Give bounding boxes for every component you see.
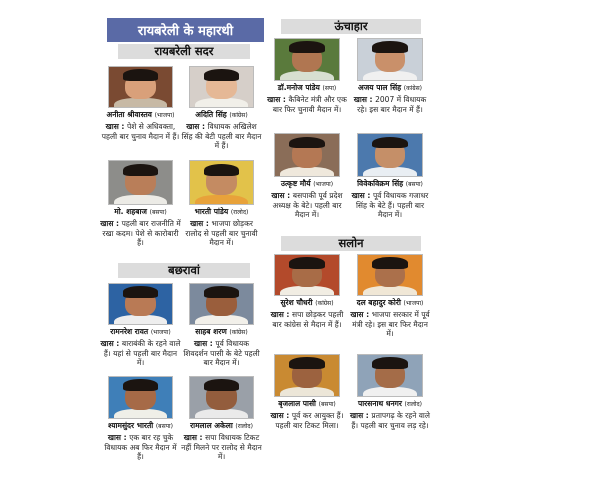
khas-label: खास : <box>353 95 376 104</box>
candidate-description-text: बसपाकी पूर्व प्रदेश अध्यक्ष के बेटे। पहली बार मैदान में। <box>272 191 343 219</box>
candidate-description-text: पूर्व कर आयुक्त हैं। पहली बार टिकट मिला। <box>275 411 344 430</box>
candidate-description <box>100 433 181 462</box>
khas-label: खास : <box>190 219 212 228</box>
section-salon: सलोन <box>281 236 421 251</box>
candidate-name <box>183 110 260 120</box>
section-bachhrawan: बछरावां <box>118 263 250 278</box>
khas-label: खास : <box>100 219 122 228</box>
candidate-party: (रालोद) <box>230 209 249 216</box>
candidate-name <box>268 399 346 409</box>
candidate-name-text: श्यामसुंदर भारती <box>108 421 156 430</box>
candidate-photo <box>189 283 254 325</box>
section-unchahar: ऊंचाहार <box>281 19 421 34</box>
candidate-photo <box>357 354 423 397</box>
khas-label: खास : <box>351 191 373 200</box>
candidate-name <box>351 399 429 409</box>
candidate-name-text: विवेकविक्रम सिंह <box>357 179 406 188</box>
khas-label: खास : <box>350 411 372 420</box>
candidate-name-text: सुरेश चौधरी <box>280 298 316 307</box>
candidate-description-text: पेशे से अधिवक्ता, पहली बार चुनाव मैदान में हैं। <box>101 122 180 141</box>
candidate-description <box>266 310 348 329</box>
candidate-description-text: सपा छोड़कर पहली बार कांग्रेस से मैदान में हैं। <box>272 310 344 329</box>
candidate-name <box>102 327 179 337</box>
candidate-description <box>100 339 181 368</box>
candidate-photo <box>108 283 173 325</box>
candidate-party: (भाजपा) <box>403 300 424 307</box>
candidate-photo <box>274 354 340 397</box>
khas-label: खास : <box>194 339 216 348</box>
khas-label: खास : <box>100 339 122 348</box>
khas-label: खास : <box>270 411 292 420</box>
khas-label: खास : <box>350 310 372 319</box>
candidate-name-text: उत्कृष्ट मौर्य <box>280 179 314 188</box>
candidate-photo <box>274 38 340 81</box>
candidate-photo <box>274 254 340 296</box>
candidate-party: (कांग्रेस) <box>229 112 248 119</box>
candidate-description-text: पहली बार राजनीति में रखा कदम। पेशे से कारोबारी हैं। <box>102 219 181 247</box>
candidate-description <box>181 339 262 368</box>
candidate-name-text: रामलाल अकेला <box>190 421 236 430</box>
candidate-name <box>268 298 346 308</box>
candidate-party: (सपा) <box>322 85 337 92</box>
candidate-party: (कांग्रेस) <box>229 329 248 336</box>
candidate-description-text: विधायक अखिलेश सिंह की बेटी पहली बार मैदान में हैं। <box>181 122 262 150</box>
candidate-photo <box>189 376 254 419</box>
khas-label: खास : <box>107 433 130 442</box>
candidate-photo <box>357 254 423 296</box>
candidate-description-text: भाजपा छोड़कर रालोद से पहली बार चुनावी मैदान में। <box>185 219 258 247</box>
candidate-photo <box>189 160 254 205</box>
candidate-name-text: दल बहादुर कोरी <box>356 298 404 307</box>
candidate-party: (भाजपा) <box>150 329 171 336</box>
candidate-party: (कांग्रेस) <box>403 85 423 92</box>
candidate-name <box>183 327 260 337</box>
candidate-photo <box>274 133 340 177</box>
candidate-party: (रालोद) <box>404 401 423 408</box>
candidate-party: (बसपा) <box>155 423 173 430</box>
candidate-party: (भाजपा) <box>154 112 175 119</box>
candidate-description <box>100 122 181 141</box>
candidate-description <box>181 219 262 248</box>
candidate-photo <box>108 66 173 108</box>
candidate-party: (बसपा) <box>149 209 167 216</box>
candidate-party: (रालोद) <box>235 423 253 430</box>
candidate-name-text: अजय पाल सिंह <box>357 83 404 92</box>
candidate-name-text: रामनरेश रावत <box>110 327 151 336</box>
candidate-name-text: अनीता श्रीवास्तव <box>106 110 155 119</box>
khas-label: खास : <box>271 191 293 200</box>
candidate-photo <box>108 376 173 419</box>
candidate-name-text: डॉ.मनोज पांडेय <box>277 83 323 92</box>
khas-label: खास : <box>267 95 289 104</box>
candidate-description-text: 2007 में विधायक रहे। इस बार मैदान में हैं। <box>357 95 427 114</box>
candidate-description <box>349 191 431 220</box>
candidate-description-text: कैबिनेट मंत्री और एक बार फिर चुनावी मैदान में। <box>272 95 347 114</box>
page-title: रायबरेली के महारथी <box>107 18 264 42</box>
candidate-name-text: मो. शहबाज <box>114 207 150 216</box>
candidate-name <box>351 298 429 308</box>
khas-label: खास : <box>270 310 292 319</box>
candidate-party: (भाजपा) <box>313 181 334 188</box>
candidate-description-text: भाजपा सरकार में पूर्व मंत्री रहे। इस बार फिर मैदान में। <box>352 310 430 338</box>
candidate-description <box>181 122 262 151</box>
candidate-name-text: पारसनाथ धनगर <box>357 399 405 408</box>
candidate-description-text: प्रतापगढ़ के रहने वाले हैं। पहली बार चुनाव लड़ रहे। <box>351 411 430 430</box>
candidate-name <box>351 83 429 93</box>
candidate-party: (कांग्रेस) <box>315 300 334 307</box>
candidate-name <box>351 179 429 189</box>
candidate-description-text: एक बार रह चुके विधायक अब फिर मैदान में हैं। <box>104 433 177 461</box>
khas-label: खास : <box>186 122 208 131</box>
candidate-name-text: बृजलाल पासी <box>278 399 319 408</box>
candidate-name <box>268 179 346 189</box>
candidate-name-text: अदिति सिंह <box>195 110 230 119</box>
section-raebareli: रायबरेली सदर <box>118 44 250 59</box>
candidate-party: (बसपा) <box>405 181 423 188</box>
candidate-description-text: बाराबंकी के रहने वाले हैं। यहां से पहली बार मैदान में। <box>103 339 181 367</box>
candidate-description <box>349 95 431 114</box>
candidate-photo <box>189 66 254 108</box>
candidate-photo <box>108 160 173 205</box>
candidate-name <box>183 207 260 217</box>
candidate-description-text: पूर्व विधायक गजाधर सिंह के बेटे हैं। पहली बार मैदान में। <box>355 191 429 219</box>
candidate-party: (बसपा) <box>318 401 336 408</box>
candidate-name <box>268 83 346 93</box>
candidate-description <box>349 310 431 339</box>
candidate-description <box>100 219 181 248</box>
candidate-description <box>266 411 348 430</box>
candidate-description <box>266 191 348 220</box>
candidate-name-text: भारती पांडेय <box>194 207 231 216</box>
candidate-name <box>102 110 179 120</box>
candidate-description-text: सपा विधायक टिकट नहीं मिलने पर रालोद से मैदान में। <box>181 433 262 461</box>
candidate-photo <box>357 133 423 177</box>
candidate-name-text: साहब शरण <box>195 327 230 336</box>
khas-label: खास : <box>183 433 206 442</box>
candidate-description <box>349 411 431 430</box>
candidate-description <box>266 95 348 114</box>
candidate-name <box>183 421 260 431</box>
candidate-description-text: पूर्व विधायक शिवदर्शन पासी के बेटे पहली बार मैदान में। <box>183 339 260 367</box>
candidate-photo <box>357 38 423 81</box>
candidate-name <box>102 207 179 217</box>
khas-label: खास : <box>105 122 128 131</box>
candidate-description <box>181 433 262 462</box>
candidate-name <box>102 421 179 431</box>
